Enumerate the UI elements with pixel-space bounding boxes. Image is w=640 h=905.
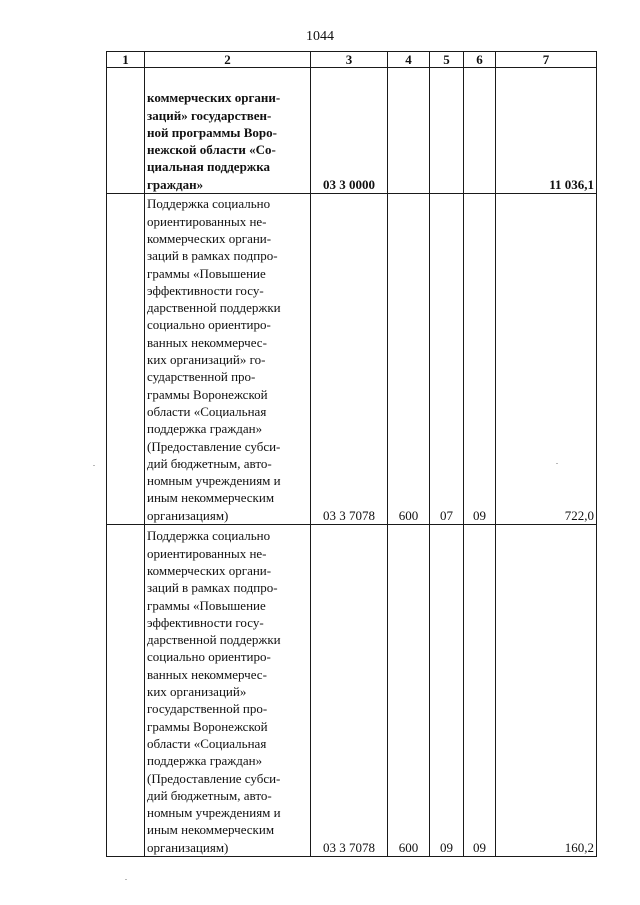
subsection-cell: 09: [464, 194, 496, 525]
table-header-row: [107, 52, 597, 68]
subsection-cell: [464, 68, 496, 194]
table-row: [107, 194, 597, 525]
section-cell: [430, 68, 464, 194]
page-number: 1044: [306, 29, 334, 44]
target-code-cell: 03 3 7078: [311, 194, 388, 525]
header-col-3: 3: [311, 52, 388, 68]
budget-table: [106, 51, 597, 857]
header-col-7: 7: [496, 52, 597, 68]
expense-type-cell: [388, 68, 430, 194]
section-cell: 09: [430, 525, 464, 857]
amount-cell: 160,2: [496, 525, 597, 857]
row-number-cell: [107, 68, 145, 194]
item-name-cell: Поддержка социально ориентированных не- коммерческих органи- заций в рамках подпро- граммы «Повышение эффективности госу- дарственной поддержки социально ориентиро- ванных некоммерчес- ких организаций» го- сударственной про- граммы Воронежской области «Социальная поддержка граждан» (Предоставление субси- дий бюджетным, авто- номным учреждениям и иным некоммерческим организациям): [145, 194, 311, 525]
scan-speck: [556, 463, 558, 464]
subsection-cell: 09: [464, 525, 496, 857]
row-number-cell: [107, 525, 145, 857]
expense-type-cell: 600: [388, 525, 430, 857]
header-col-5: 5: [430, 52, 464, 68]
item-name-cell: коммерческих органи- заций» государствен- ной программы Воро- нежской области «Со- циальная поддержка граждан»: [145, 68, 311, 194]
item-name-cell: Поддержка социально ориентированных не- коммерческих органи- заций в рамках подпро- граммы «Повышение эффективности госу- дарственной поддержки социально ориентиро- ванных некоммерчес- ких организаций» государственной про- граммы Воронежской области «Социальная поддержка граждан» (Предоставление субси- дий бюджетным, авто- номным учреждениям и иным некоммерческим организациям): [145, 525, 311, 857]
header-col-1: 1: [107, 52, 145, 68]
header-col-6: 6: [464, 52, 496, 68]
scan-speck: [93, 465, 95, 466]
header-col-4: 4: [388, 52, 430, 68]
expense-type-cell: 600: [388, 194, 430, 525]
table-row: [107, 68, 597, 194]
amount-cell: 11 036,1: [496, 68, 597, 194]
section-cell: 07: [430, 194, 464, 525]
table-row: [107, 525, 597, 857]
row-number-cell: [107, 194, 145, 525]
amount-cell: 722,0: [496, 194, 597, 525]
target-code-cell: 03 3 0000: [311, 68, 388, 194]
scan-speck: [125, 879, 127, 880]
header-col-2: 2: [145, 52, 311, 68]
target-code-cell: 03 3 7078: [311, 525, 388, 857]
